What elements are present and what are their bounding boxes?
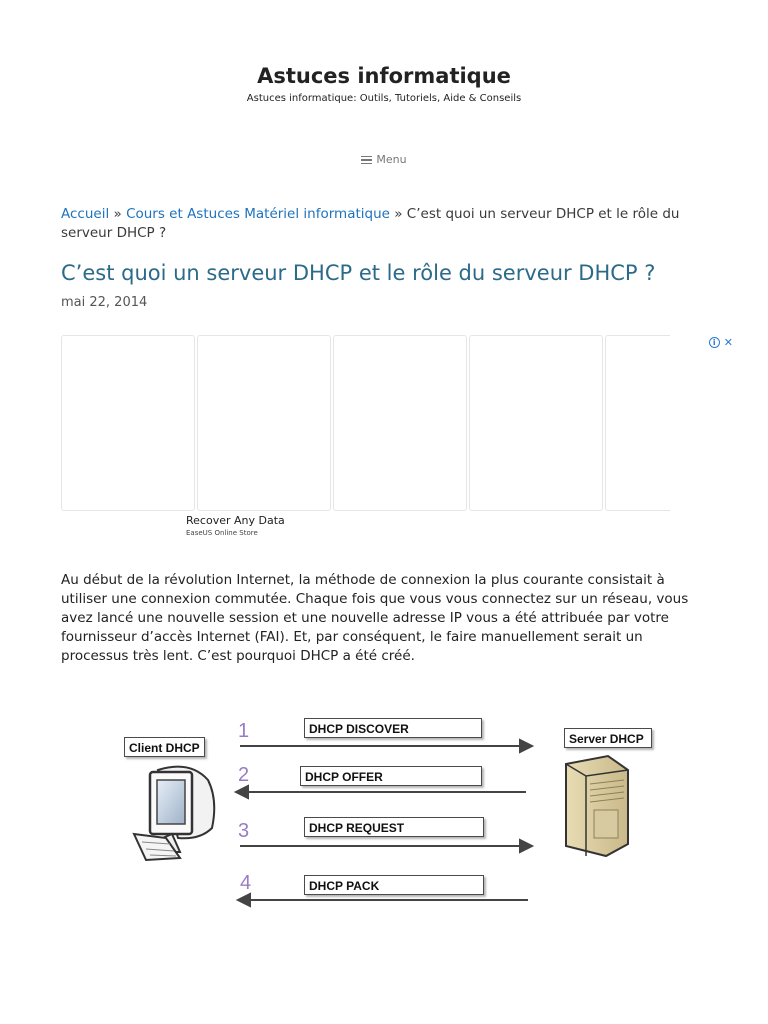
step-label: DHCP PACK (304, 875, 484, 895)
step-label: DHCP REQUEST (304, 817, 484, 837)
ad-tile[interactable] (333, 335, 467, 511)
breadcrumb-separator: » (389, 206, 407, 222)
ad-tile[interactable] (197, 335, 331, 511)
server-label: Server DHCP (564, 728, 652, 748)
dhcp-diagram (120, 710, 650, 920)
hamburger-icon (361, 154, 372, 167)
menu-label: Menu (376, 153, 407, 166)
step-number: 1 (238, 720, 250, 742)
site-description: Astuces informatique: Outils, Tutoriels, Aide & Conseils (246, 93, 522, 104)
breadcrumb (61, 205, 711, 243)
client-label: Client DHCP (124, 737, 205, 757)
ad-tiles[interactable] (61, 335, 665, 511)
menu-toggle-button[interactable] (0, 153, 768, 166)
server-icon (566, 756, 628, 856)
ad-tile[interactable] (469, 335, 603, 511)
breadcrumb-home-link[interactable]: Accueil (61, 206, 110, 222)
step-number: 4 (240, 872, 252, 894)
step-number: 2 (238, 764, 250, 786)
ad-tile[interactable] (61, 335, 195, 511)
step-label: DHCP OFFER (300, 766, 482, 786)
breadcrumb-category-link[interactable]: Cours et Astuces Matériel informatique (126, 206, 390, 222)
ad-advertiser: EaseUS Online Store (186, 529, 258, 537)
breadcrumb-current: C’est quoi un serveur DHCP et le rôle du serveur DHCP ? (61, 206, 680, 241)
site-title[interactable]: Astuces informatique (257, 64, 511, 88)
breadcrumb-separator: » (109, 206, 127, 222)
post-title: C’est quoi un serveur DHCP et le rôle du serveur DHCP ? (61, 261, 656, 285)
client-computer-icon (134, 767, 214, 860)
info-icon[interactable]: i (709, 337, 720, 348)
ad-controls (709, 335, 733, 349)
ad-banner[interactable] (61, 335, 733, 545)
close-icon[interactable]: ✕ (723, 335, 733, 349)
ad-tile[interactable] (605, 335, 670, 511)
step-label: DHCP DISCOVER (304, 718, 482, 738)
ad-title[interactable]: Recover Any Data (186, 514, 285, 527)
step-number: 3 (238, 820, 250, 842)
post-paragraph: Au début de la révolution Internet, la méthode de connexion la plus courante consistait à utiliser une connexion commutée. Chaque fois que vous vous connectez sur un réseau, vous avez lancé une nouvelle session et une nouvelle adresse IP vous a été attribuée par votre fournisseur d’accès Internet (FAI). Et, par conséquent, le faire manuellement serait un processus très lent. C’est pourquoi DHCP a été créé. (61, 572, 689, 664)
post-date: mai 22, 2014 (61, 295, 148, 310)
